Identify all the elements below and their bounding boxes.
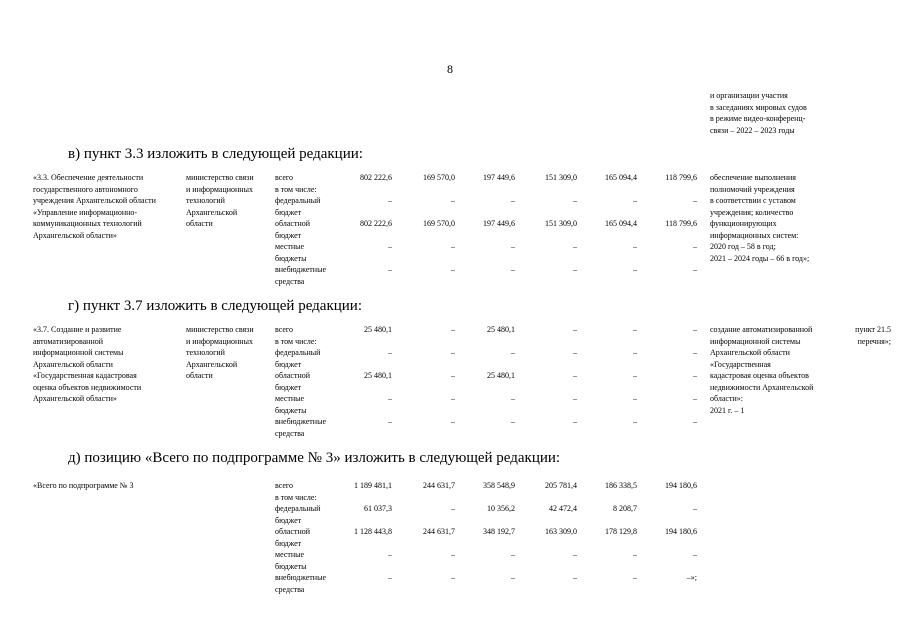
name-line: «3.3. Обеспечение деятельности [33,173,144,182]
value-cell: – [693,348,697,357]
value-cell: – [451,196,455,205]
value-cell: – [388,550,392,559]
result-line: информационной системы [710,336,801,346]
value-cell: – [633,417,637,426]
value-cell: – [573,550,577,559]
result-line: 2020 год – 58 в год; [710,242,776,251]
value-cell: 61 037,3 [364,504,392,513]
value-cell: 151 309,0 [545,219,577,228]
result-line: в соответствии с уставом [710,196,796,205]
table-row [0,572,905,596]
name-line: информационной системы [33,348,124,357]
value-cell: – [451,348,455,357]
table-row [0,480,905,504]
executor-line: технологий [186,196,225,205]
value-cell: – [693,265,697,274]
reference-line: перечня»; [857,336,891,346]
source-label: всего в том числе: [275,325,317,346]
value-cell: 802 222,6 [360,219,392,228]
value-cell: – [633,265,637,274]
value-cell: – [633,325,637,334]
value-cell: – [693,394,697,403]
value-cell: – [388,573,392,582]
name-line: Архангельской области» [33,394,117,403]
result-line: недвижимости Архангельской [710,382,814,392]
table-row [0,526,905,550]
top-note-line: связи – 2022 – 2023 годы [710,125,795,135]
result-line: кадастровая оценка объектов [710,371,809,380]
value-cell: 118 799,6 [665,173,697,182]
value-cell: – [511,417,515,426]
value-cell: – [633,550,637,559]
value-cell: – [511,265,515,274]
value-cell: 194 180,6 [665,527,697,536]
top-note [710,90,860,136]
value-cell: – [693,242,697,251]
value-cell: – [573,573,577,582]
value-cell: – [388,196,392,205]
result-line: создание автоматизированной [710,325,813,334]
result-line: функционирующих [710,219,777,228]
name-line: коммуникационных технологий [33,219,142,228]
value-cell: – [573,325,577,334]
value-cell: 165 094,4 [605,173,637,182]
value-cell: 169 570,0 [423,219,455,228]
value-cell: – [451,325,455,334]
value-cell: 1 128 443,8 [354,527,392,536]
executor-line: области [186,219,213,228]
reference-line: пункт 21.5 [855,325,891,334]
value-cell: – [511,573,515,582]
value-cell: – [511,196,515,205]
value-cell: – [633,348,637,357]
value-cell: – [633,573,637,582]
executor-line: технологий [186,348,225,357]
source-label: всего в том числе: [275,173,317,194]
value-cell: – [693,325,697,334]
name-line: «3.7. Создание и развитие [33,325,122,334]
value-cell: – [388,417,392,426]
executor-line: и информационных [186,184,253,194]
name-line: учреждения Архангельской области [33,196,156,205]
value-cell: – [451,371,455,380]
value-cell: – [511,550,515,559]
value-cell: – [693,504,697,513]
value-cell: – [451,573,455,582]
source-label: областной бюджет [275,527,311,548]
value-cell: 1 189 481,1 [354,481,392,490]
value-cell: 25 480,1 [487,371,515,380]
value-cell: – [451,550,455,559]
funding-table [0,480,905,600]
value-cell: – [451,242,455,251]
result-line: обеспечение выполнения [710,173,796,182]
source-label: федеральный бюджет [275,196,321,217]
expected-result [710,324,840,416]
value-cell: – [451,504,455,513]
section-heading: в) пункт 3.3 изложить в следующей редакции: [68,146,363,162]
source-label: внебюджетные средства [275,265,326,286]
value-cell: – [388,394,392,403]
expected-result [710,172,860,264]
result-line: учреждения; количество [710,207,794,217]
value-cell: 8 208,7 [613,504,637,513]
value-cell: – [451,417,455,426]
source-label: внебюджетные средства [275,573,326,594]
value-cell: 151 309,0 [545,173,577,182]
value-cell: – [511,348,515,357]
executor-line: области [186,371,213,380]
name-line: «Управление информационно- [33,207,138,217]
value-cell: 163 309,0 [545,527,577,536]
source-label: федеральный бюджет [275,504,321,525]
value-cell: 197 449,6 [483,219,515,228]
value-cell: – [388,242,392,251]
value-cell: – [511,394,515,403]
value-cell: – [633,196,637,205]
source-label: федеральный бюджет [275,348,321,369]
value-cell: – [573,371,577,380]
value-cell: – [693,196,697,205]
value-cell: 197 449,6 [483,173,515,182]
value-cell: –»; [686,573,697,582]
result-line: 2021 г. – 1 [710,405,745,415]
source-label: всего в том числе: [275,481,317,502]
value-cell: – [633,242,637,251]
name-line: «Всего по подпрограмме № 3 [33,481,134,490]
value-cell: – [633,394,637,403]
name-line: Архангельской области» [33,230,117,240]
section-heading: г) пункт 3.7 изложить в следующей редакции: [68,298,362,314]
result-line: информационных систем: [710,230,799,240]
value-cell: – [511,242,515,251]
value-cell: 205 781,4 [545,481,577,490]
executor-line: Архангельской [186,207,238,217]
value-cell: 25 480,1 [487,325,515,334]
value-cell: 169 570,0 [423,173,455,182]
value-cell: 358 548,9 [483,481,515,490]
page-number: 8 [447,62,453,76]
value-cell: – [388,348,392,357]
value-cell: 244 631,7 [423,527,455,536]
value-cell: 10 356,2 [487,504,515,513]
result-line: Архангельской области [710,348,790,357]
source-label: областной бюджет [275,371,311,392]
value-cell: 165 094,4 [605,219,637,228]
value-cell: 118 799,6 [665,219,697,228]
name-line: государственного автономного [33,184,138,194]
value-cell: – [573,196,577,205]
executor-line: и информационных [186,336,253,346]
executor-line: Архангельской [186,359,238,369]
value-cell: – [573,417,577,426]
value-cell: – [388,265,392,274]
table-row [0,264,905,288]
result-line: 2021 – 2024 годы – 66 в год»; [710,253,810,263]
top-note-line: в заседаниях мировых судов [710,102,807,112]
result-line: полномочий учреждения [710,184,795,194]
value-cell: – [451,265,455,274]
table-row [0,416,905,440]
value-cell: 194 180,6 [665,481,697,490]
table-row [0,503,905,527]
name-line: автоматизированной [33,336,104,346]
table-row [0,549,905,573]
value-cell: – [633,371,637,380]
source-label: областной бюджет [275,219,311,240]
value-cell: – [573,394,577,403]
source-label: внебюджетные средства [275,417,326,438]
value-cell: 42 472,4 [549,504,577,513]
value-cell: 178 129,8 [605,527,637,536]
result-line: «Государственная [710,359,771,369]
result-line: области»: [710,394,743,403]
name-line: «Государственная кадастровая [33,371,137,380]
value-cell: 244 631,7 [423,481,455,490]
value-cell: – [573,265,577,274]
value-cell: 25 480,1 [364,325,392,334]
top-note-line: в режиме видео-конференц- [710,114,806,123]
value-cell: – [693,371,697,380]
value-cell: 25 480,1 [364,371,392,380]
value-cell: 186 338,5 [605,481,637,490]
executor-line: министерство связи [186,325,254,334]
name-line: Архангельской области [33,359,113,369]
source-label: местные бюджеты [275,242,307,263]
reference-note [836,324,891,347]
value-cell: – [451,394,455,403]
name-line: оценка объектов недвижимости [33,382,142,392]
source-label: местные бюджеты [275,394,307,415]
source-label: местные бюджеты [275,550,307,571]
value-cell: – [573,242,577,251]
value-cell: – [693,417,697,426]
value-cell: – [573,348,577,357]
value-cell: 802 222,6 [360,173,392,182]
section-heading: д) позицию «Всего по подпрограмме № 3» изложить в следующей редакции: [68,450,561,466]
value-cell: – [693,550,697,559]
executor-line: министерство связи [186,173,254,182]
top-note-line: и организации участия [710,91,788,100]
value-cell: 348 192,7 [483,527,515,536]
